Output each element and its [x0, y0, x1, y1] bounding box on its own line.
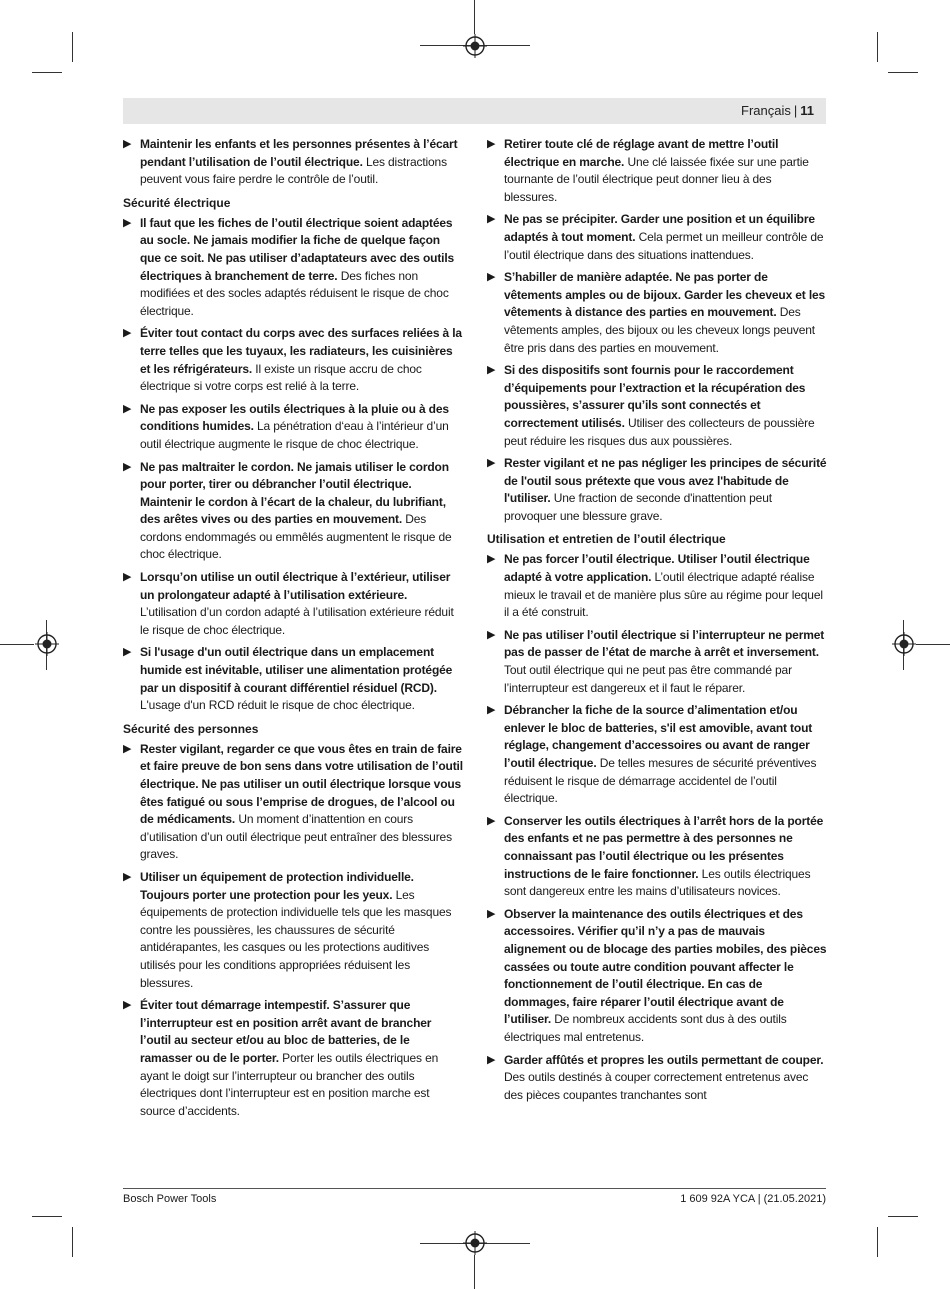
- instruction-explanation-text: Des fiches non modifiées et des socles adaptés réduisent le risque de choc électrique.: [140, 268, 449, 318]
- instruction-bold-text: Retirer toute clé de réglage avant de mettre l’outil électrique en marche.: [504, 137, 779, 169]
- instruction-bold-text: Rester vigilant, regarder ce que vous êtes en train de faire et faire preuve de bon sens dans votre utilisation de l’outil électrique. Ne pas utiliser un outil électrique lorsque vous êtes fatigué ou sous l’emprise de drogues, de l’alcool ou de médicaments.: [140, 741, 463, 827]
- instruction-bold-text: Ne pas forcer l’outil électrique. Utiliser l’outil électrique adapté à votre application.: [504, 552, 810, 585]
- bullet-arrow-icon: ▶: [487, 1053, 496, 1066]
- instruction-explanation-text: De telles mesures de sécurité préventives réduisent le risque de démarrage accidentel de l’outil électrique.: [504, 756, 817, 806]
- safety-instruction-item: [487, 211, 827, 264]
- bullet-arrow-icon: ▶: [123, 646, 132, 659]
- bullet-arrow-icon: ▶: [123, 216, 132, 229]
- safety-instruction-item: [487, 455, 827, 525]
- bullet-arrow-icon: ▶: [123, 571, 132, 584]
- safety-instruction-item: [123, 325, 463, 395]
- bullet-arrow-icon: ▶: [123, 327, 132, 340]
- safety-instruction-item: [487, 551, 827, 621]
- crop-mark: [72, 1227, 73, 1257]
- bullet-arrow-icon: ▶: [487, 271, 496, 284]
- instruction-bold-text: Lorsqu’on utilise un outil électrique à l’extérieur, utiliser un prolongateur adapté à l’utilisation extérieure.: [140, 570, 451, 602]
- bullet-arrow-icon: ▶: [487, 704, 496, 717]
- instruction-explanation-text: Porter les outils électriques en ayant le doigt sur l’interrupteur ou brancher des outils électriques dont l’interrupteur est en position marche est source d’accidents.: [140, 1050, 439, 1118]
- crop-mark: [888, 72, 918, 73]
- instruction-bold-text: Si l'usage d'un outil électrique dans un emplacement humide est inévitable, utiliser une alimentation protégée par un dispositif à courant différentiel résiduel (RCD).: [140, 645, 453, 695]
- safety-instruction-item: [123, 459, 463, 565]
- page-number: 11: [800, 103, 814, 118]
- left-column: [123, 136, 463, 1125]
- bullet-arrow-icon: ▶: [487, 553, 496, 566]
- instruction-explanation-text: Une fraction de seconde d'inattention peut provoquer une blessure grave.: [504, 491, 772, 523]
- safety-instruction-item: [487, 906, 827, 1047]
- instruction-explanation-text: Une clé laissée fixée sur une partie tournante de l’outil électrique peut donner lieu à des blessures.: [504, 154, 809, 204]
- instruction-explanation-text: Il existe un risque accru de choc électrique si votre corps est relié à la terre.: [140, 361, 422, 394]
- safety-instruction-item: [123, 644, 463, 714]
- instruction-explanation-text: La pénétration d‘eau à l’intérieur d’un outil électrique augmente le risque de choc électrique.: [140, 419, 449, 451]
- instruction-bold-text: Rester vigilant et ne pas négliger les principes de sécurité de l'outil sous prétexte que vous avez l'habitude de l'utiliser.: [504, 456, 827, 506]
- bullet-arrow-icon: ▶: [487, 907, 496, 920]
- instruction-explanation-text: Les distractions peuvent vous faire perdre le contrôle de l’outil.: [140, 154, 447, 187]
- footer-publisher: Bosch Power Tools: [123, 1193, 217, 1205]
- instruction-explanation-text: Des cordons endommagés ou emmêlés augmentent le risque de choc électrique.: [140, 512, 452, 562]
- instruction-explanation-text: L’utilisation d’un cordon adapté à l’utilisation extérieure réduit le risque de choc électrique.: [140, 605, 454, 637]
- safety-instruction-item: [123, 997, 463, 1120]
- instruction-bold-text: Ne pas maltraiter le cordon. Ne jamais utiliser le cordon pour porter, tirer ou débrancher l’outil électrique. Maintenir le cordon à l’écart de la chaleur, du lubrifiant, des arêtes vives ou des parties en mouvement.: [140, 459, 449, 527]
- crop-mark: [888, 1216, 918, 1217]
- bullet-arrow-icon: ▶: [487, 457, 496, 470]
- instruction-explanation-text: Les équipements de protection individuelle tels que les masques contre les poussières, les chaussures de sécurité antidérapantes, les casques ou les protections auditives utilisés pour les conditions appropriées réduisent les blessures.: [140, 887, 452, 990]
- instruction-bold-text: Il faut que les fiches de l’outil électrique soient adaptées au socle. Ne jamais modifier la fiche de quelque façon que ce soit. Ne pas utiliser d’adaptateurs avec des outils électriques à branchement de terre.: [140, 215, 455, 283]
- safety-instruction-item: [487, 269, 827, 357]
- safety-instruction-item: [123, 869, 463, 992]
- bullet-arrow-icon: ▶: [487, 628, 496, 641]
- instruction-explanation-text: Des vêtements amples, des bijoux ou les cheveux longs peuvent être pris dans des parties en mouvement.: [504, 305, 815, 355]
- header-text: [741, 102, 814, 120]
- section-title: Sécurité des personnes: [123, 721, 259, 736]
- bullet-arrow-icon: ▶: [123, 742, 132, 755]
- instruction-bold-text: Maintenir les enfants et les personnes présentes à l’écart pendant l’utilisation de l’outil électrique.: [140, 137, 458, 169]
- bullet-arrow-icon: ▶: [487, 213, 496, 226]
- safety-instruction-item: [123, 741, 463, 864]
- crop-mark: [916, 644, 950, 645]
- safety-instruction-item: [487, 813, 827, 901]
- instruction-explanation-text: Les outils électriques sont dangereux entre les mains d’utilisateurs novices.: [504, 866, 811, 899]
- instruction-bold-text: S’habiller de manière adaptée. Ne pas porter de vêtements amples ou de bijoux. Garder les cheveux et les vêtements à distance des parties en mouvement.: [504, 270, 826, 320]
- instruction-explanation-text: Des outils destinés à couper correctement entretenus avec des pièces coupantes tranchantes sont: [504, 1070, 809, 1102]
- safety-instruction-item: [487, 627, 827, 697]
- header-language: Français: [741, 103, 791, 118]
- safety-instruction-item: [123, 215, 463, 321]
- registration-mark-icon: [463, 34, 487, 58]
- bullet-arrow-icon: ▶: [123, 999, 132, 1012]
- crop-mark: [877, 1227, 878, 1257]
- footer-doc-id: 1 609 92A YCA | (21.05.2021): [680, 1193, 826, 1205]
- safety-instruction-item: [487, 1052, 827, 1105]
- bullet-arrow-icon: ▶: [487, 814, 496, 827]
- crop-mark: [32, 1216, 62, 1217]
- crop-mark: [474, 0, 475, 34]
- registration-mark-icon: [892, 632, 916, 656]
- section-title: Sécurité électrique: [123, 195, 231, 210]
- safety-instruction-item: [487, 702, 827, 808]
- instruction-bold-text: Débrancher la fiche de la source d’alimentation et/ou enlever le bloc de batteries, s'il est amovible, avant tout réglage, changement d’accessoires ou avant de ranger l’outil électrique.: [504, 703, 813, 770]
- bullet-arrow-icon: ▶: [487, 138, 496, 150]
- right-column: [487, 136, 827, 1109]
- instruction-explanation-text: Tout outil électrique qui ne peut pas être commandé par l’interrupteur est dangereux et il faut le réparer.: [504, 663, 792, 695]
- crop-mark: [474, 1255, 475, 1289]
- instruction-explanation-text: Un moment d’inattention en cours d’utilisation d’un outil électrique peut entraîner des blessures graves.: [140, 812, 452, 862]
- instruction-explanation-text: De nombreux accidents sont dus à des outils électriques mal entretenus.: [504, 1012, 787, 1044]
- instruction-bold-text: Éviter tout démarrage intempestif. S’assurer que l’interrupteur est en position arrêt avant de brancher l’outil au secteur et/ou au bloc de batteries, de le ramasser ou de le porter.: [140, 998, 432, 1065]
- crop-mark: [0, 644, 34, 645]
- instruction-bold-text: Ne pas exposer les outils électriques à la pluie ou à des conditions humides.: [140, 401, 449, 434]
- safety-instruction-item: [487, 136, 827, 206]
- crop-mark: [72, 32, 73, 62]
- instruction-bold-text: Garder affûtés et propres les outils permettant de couper.: [504, 1052, 824, 1067]
- footer-divider: [123, 1188, 826, 1189]
- page-header: [123, 98, 826, 124]
- registration-mark-icon: [463, 1231, 487, 1255]
- instruction-explanation-text: L'usage d'un RCD réduit le risque de choc électrique.: [140, 698, 415, 713]
- bullet-arrow-icon: ▶: [123, 870, 132, 883]
- bullet-arrow-icon: ▶: [487, 364, 496, 377]
- crop-mark: [877, 32, 878, 62]
- instruction-bold-text: Ne pas se précipiter. Garder une position et un équilibre adaptés à tout moment.: [504, 212, 815, 244]
- bullet-arrow-icon: ▶: [123, 460, 132, 473]
- section-title: Utilisation et entretien de l’outil électrique: [487, 532, 726, 547]
- registration-mark-icon: [35, 632, 59, 656]
- safety-instruction-item: [487, 362, 827, 450]
- bullet-arrow-icon: ▶: [123, 402, 132, 415]
- safety-instruction-item: [123, 136, 463, 189]
- instruction-explanation-text: Cela permet un meilleur contrôle de l’outil électrique dans des situations inattendues.: [504, 229, 824, 262]
- header-separator: |: [793, 103, 798, 118]
- bullet-arrow-icon: ▶: [123, 138, 132, 150]
- instruction-bold-text: Conserver les outils électriques à l’arrêt hors de la portée des enfants et ne pas permettre à des personnes ne connaissant pas l’outil électrique ou les présentes instructions de le faire fonctionner.: [504, 813, 824, 881]
- instruction-bold-text: Observer la maintenance des outils électriques et des accessoires. Vérifier qu’il n’y a pas de mauvais alignement ou de blocage des parties mobiles, des pièces cassées ou toute autre condition pouvant affecter le fonctionnement de l’outil électrique. En cas de dommages, faire réparer l’outil électrique avant de l’utiliser.: [504, 906, 827, 1027]
- instruction-bold-text: Utiliser un équipement de protection individuelle. Toujours porter une protection pour les yeux.: [140, 869, 414, 902]
- instruction-bold-text: Éviter tout contact du corps avec des surfaces reliées à la terre telles que les tuyaux, les radiateurs, les cuisinières et les réfrigérateurs.: [140, 326, 462, 376]
- crop-mark: [32, 72, 62, 73]
- instruction-bold-text: Si des dispositifs sont fournis pour le raccordement d’équipements pour l’extraction et la récupération des poussières, s’assurer qu’ils sont connectés et correctement utilisés.: [504, 363, 806, 430]
- instruction-explanation-text: Utiliser des collecteurs de poussière peut réduire les risques dus aux poussières.: [504, 415, 815, 448]
- instruction-bold-text: Ne pas utiliser l’outil électrique si l’interrupteur ne permet pas de passer de l’état de marche à arrêt et inversement.: [504, 627, 825, 660]
- instruction-explanation-text: L’outil électrique adapté réalise mieux le travail et de manière plus sûre au régime pour lequel il a été construit.: [504, 570, 823, 620]
- safety-instruction-item: [123, 569, 463, 639]
- safety-instruction-item: [123, 401, 463, 454]
